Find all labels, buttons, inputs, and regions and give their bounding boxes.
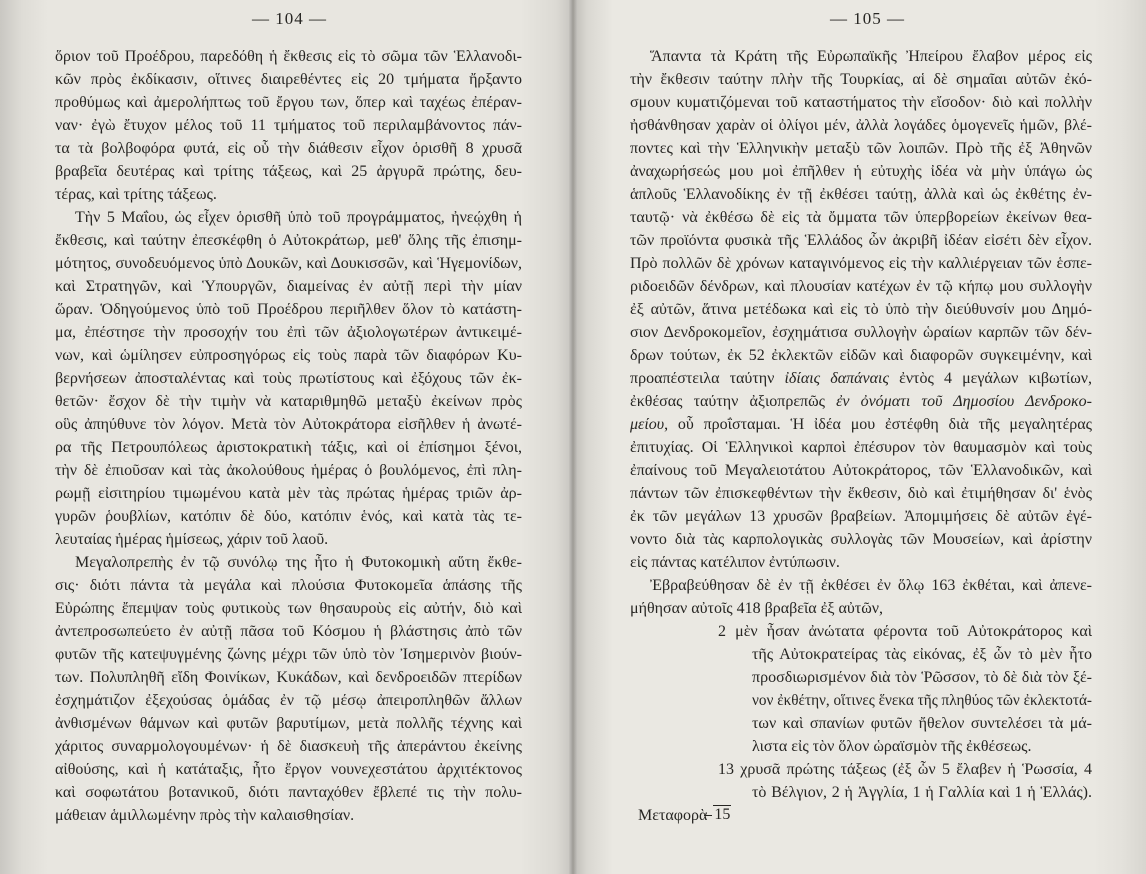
- text-line: 2 μὲν ἦσαν ἀνώτατα φέροντα τοῦ Αὐτοκράτορος καὶ: [718, 623, 1092, 640]
- text-line: ὥραν. Ὁδηγούμενος ὑπὸ τοῦ Προέδρου περιῆλθεν ὅλον τὸ κατάστη-: [55, 301, 522, 318]
- text-line: καὶ Στρατηγῶν, καὶ Ὑπουργῶν, διαμείνας ἐν αὐτῇ περὶ τὴν μίαν: [55, 278, 522, 295]
- text-line: ἐπαίνους τοῦ Μεγαλειοτάτου Αὐτοκράτορος, τῶν Ἑλλανοδικῶν, καὶ: [630, 462, 1092, 479]
- text-line: ριδοειδῶν δένδρων, καὶ πλουσίαν κατέχων ἐν τῷ κήπῳ μου συλλογὴν: [630, 278, 1092, 295]
- text-line: χάριτος συναρμολογουμένων· ἡ δὲ διασκευὴ τῆς ἀπεράντου ἐκείνης: [55, 738, 522, 755]
- text-line: προσδιωρισμένον διὰ τὸν Ῥῶσσον, τὸ δὲ διὰ τὸν ξέ-: [752, 669, 1092, 686]
- text-line: πάντων τῶν ἐπισκεφθέντων τὴν ἔκθεσιν, διὸ καὶ ἐτιμήθησαν δι' ἑνὸς: [630, 485, 1092, 502]
- text-line: [630, 390, 1092, 413]
- text-line: σιον Δενδροκομεῖον, ἐσχημάτισα συλλογὴν ὡραίων καρπῶν τῶν δέν-: [630, 324, 1092, 341]
- text-line: ἐπιτυχίας. Οἱ Ἑλληνικοὶ καρποὶ ἐπέσυρον τὸν θαυμασμὸν καὶ τοὺς: [630, 439, 1092, 456]
- text-line: ἐσχημάτιζον ἐξεχούσας ὁμάδας ἐν τῷ μέσῳ ἀπειροπληθῶν ἄλλων: [55, 692, 522, 709]
- text-line: κῶν πρὸς ἐκδίκασιν, οἵτινες διαιρεθέντες εἰς 20 τμήματα ἤρξαντο: [55, 71, 522, 88]
- carry-forward-label: Μεταφορὰ: [638, 807, 708, 824]
- text-line: Πρὸ πολλῶν δὲ χρόνων καταγινόμενος εἰς τὴν καλλιέργειαν τῶν ἑσπε-: [630, 255, 1092, 272]
- gutter-shadow: [569, 0, 577, 874]
- italic-phrase: μείου: [630, 416, 665, 433]
- right-page-text: [630, 45, 1092, 827]
- text-line: βερνήσεων ἀποσταλέντας καὶ τοὺς πρωτίστους καὶ ἐξόχους τῶν ἐκ-: [55, 370, 522, 387]
- text-line: νον ἐκθέτην, οἵτινες ἕνεκα τῆς πληθύος τῶν ἐκλεκτοτά-: [752, 692, 1092, 709]
- text-line: προθύμως καὶ ἀμερολήπτως τοῦ ἔργου των, ὅπερ καὶ ταχέως ἐπέραν-: [55, 94, 522, 111]
- text-line: τῶν προϊόντα φυσικὰ τῆς Ἑλλάδος ὧν ἀκριβῆ ἰδέαν εἰσέτι δὲν εἶχον.: [630, 232, 1092, 249]
- text-line: θετῶν· ἔσχον δὲ τὴν τιμὴν νὰ καταριθμηθῶ μεταξὺ ἐκείνων πρὸς: [55, 393, 522, 410]
- text-line: μότητος, συνοδευόμενος ὑπὸ Δουκῶν, καὶ Δουκισσῶν, καὶ Ἡγεμονίδων,: [55, 255, 522, 272]
- text-line: ἠσθάνθησαν χαρὰν οἱ ὀλίγοι μέν, ἀλλὰ λογάδες ὁμογενεῖς ἡμῶν, βλέ-: [630, 117, 1092, 134]
- text-line: ἁπλοῦς Ἑλλανοδίκης ἐν τῇ ἐκθέσει ταύτῃ, ἀλλὰ καὶ ὡς ἐκθέτης ἐν-: [630, 186, 1092, 203]
- text-line: σμουν κυματιζόμεναι τοῦ καταστήματος τὴν εἴσοδον· διὸ καὶ πολλὴν: [630, 94, 1092, 111]
- text-line: τὴν δὲ ἐπιοῦσαν καὶ τὰς ἀκολούθους ἡμέρας ὁ βουλόμενος, ἐπὶ πλη-: [55, 462, 522, 479]
- text-line: δρων τούτων, ἐκ 52 ἐκλεκτῶν εἰδῶν καὶ διαφορῶν συγκειμένην, καὶ: [630, 347, 1092, 364]
- text-segment: ἐκθέσας ταύτην ἀξιοπρεπῶς: [630, 393, 837, 410]
- text-line: ρωμῇ εἰσιτηρίου τιμωμένου κατὰ μὲν τὰς πρώτας ἡμέρας τριῶν ἀρ-: [55, 485, 522, 502]
- text-line: μήθησαν αὐτοῖς 418 βραβεῖα ἐξ αὐτῶν,: [630, 600, 883, 617]
- text-line: 13 χρυσᾶ πρώτης τάξεως (ἐξ ὧν 5 ἔλαβεν ἡ Ῥωσσία, 4: [718, 761, 1092, 778]
- text-line: τέρας, καὶ τρίτης τάξεως.: [55, 186, 217, 203]
- text-line: ἐξ αὐτῶν, ἅτινα μετέδωκα καὶ εἰς τὸ ὑπὸ τὴν διεύθυνσίν μου Δημό-: [630, 301, 1092, 318]
- text-line: λιστα εἰς τὸν ὅλον ὡραϊσμὸν τῆς ἐκθέσεως.: [752, 738, 1032, 755]
- text-line: ποντες καὶ τὴν Ἑλληνικὴν μεταξὺ τῶν λοιπῶν. Πρὸ τῆς ἐξ Ἀθηνῶν: [630, 140, 1092, 157]
- page-number: — 104 —: [252, 9, 327, 28]
- text-line: ταυτῷ· νὰ ἐκθέσω δὲ εἰς τὰ ὄμματα τῶν ὑπερβορείων ἐκείνων θεα-: [630, 209, 1092, 226]
- text-line: [630, 367, 1092, 390]
- text-line: νων, καὶ ὡμίλησεν εὐπροσηγόρως εἰς τοὺς παρὰ τῶν διαφόρων Κυ-: [55, 347, 522, 364]
- text-line: Ἅπαντα τὰ Κράτη τῆς Εὐρωπαϊκῆς Ἠπείρου ἔλαβον μέρος εἰς: [650, 48, 1092, 65]
- text-line: Τὴν 5 Μαΐου, ὡς εἶχεν ὁρισθῆ ὑπὸ τοῦ προγράμματος, ἠνεῴχθη ἡ: [75, 209, 522, 226]
- text-line: ἀνθισμένων θάμνων καὶ φυτῶν βαρυτίμων, μετὰ πολλῆς τέχνης καὶ: [55, 715, 522, 732]
- text-line: [630, 413, 1092, 436]
- text-line: τῆς Αὐτοκρατείρας τὰς εἰκόνας, ἐξ ὧν τὸ μὲν ἦτο: [752, 646, 1092, 663]
- italic-phrase: ἰδίαις δαπάναις: [784, 370, 889, 387]
- text-line: ἔκθεσις, καὶ ταύτην ἐπεσκέφθη ὁ Αὐτοκράτωρ, μεθ' ὅλης τῆς ἐπισημ-: [55, 232, 522, 249]
- text-line: ρα τῆς Πετρουπόλεως ἀριστοκρατικὴ τάξις, καὶ οἱ ἐπίσημοι ξένοι,: [55, 439, 522, 456]
- carry-forward-value: 15: [714, 806, 731, 823]
- text-line: ναν· ἐγὼ ἔτυχον μέλος τοῦ 11 τμήματος τοῦ περιλαμβάνοντος πάν-: [55, 117, 522, 134]
- text-line: τὸ Βέλγιον, 2 ἡ Ἀγγλία, 1 ἡ Γαλλία καὶ 1 ἡ Ἑλλάς).: [752, 784, 1092, 801]
- text-line: Μεγαλοπρεπὴς ἐν τῷ συνόλῳ της ἦτο ἡ Φυτοκομικὴ αὕτη ἔκθε-: [75, 554, 522, 571]
- text-line: λευταίας ἡμέρας ἡμίσεως, χάριν τοῦ λαοῦ.: [55, 531, 329, 548]
- text-line: φυτῶν τῆς κατεψυγμένης ζώνης μέχρι τῶν ὑπὸ τὸν Ἰσημερινὸν βιούν-: [55, 646, 522, 663]
- text-segment: , οὗ προΐσταμαι. Ἡ ἰδέα μου ἐστέφθη διὰ τῆς μεγαλητέρας: [664, 416, 1092, 433]
- left-page-text: [55, 45, 522, 827]
- text-line: καὶ σοφωτάτου βοτανικοῦ, διότι πανταχόθεν ἔβλεπέ τις τὴν πολυ-: [55, 784, 522, 801]
- italic-phrase: ἐν ὀνόματι τοῦ Δημοσίου Δενδροκο-: [836, 393, 1092, 410]
- text-line: Ἐβραβεύθησαν δὲ ἐν τῇ ἐκθέσει ἐν ὅλῳ 163 ἐκθέται, καὶ ἀπενε-: [650, 577, 1092, 594]
- page-number: — 105 —: [830, 9, 905, 28]
- text-line: ὅριον τοῦ Προέδρου, παρεδόθη ἡ ἔκθεσις εἰς τὸ σῶμα τῶν Ἑλλανοδι-: [55, 48, 522, 65]
- text-line: εἰς πάντας κατέλιπον ἐντύπωσιν.: [630, 554, 840, 571]
- right-page: [573, 0, 1146, 874]
- text-line: σις· διότι πάντα τὰ μεγάλα καὶ πλούσια Φυτοκομεῖα ἁπάσης τῆς: [55, 577, 522, 594]
- text-line: των καὶ σπανίων φυτῶν ἤθελον συντελέσει τὰ μά-: [752, 715, 1092, 732]
- text-segment: προαπέστειλα ταύτην: [630, 370, 785, 387]
- text-line: Εὐρώπης ἔπεμψαν τοὺς φυτικοὺς των θησαυροὺς εἰς αὐτήν, διὸ καὶ: [55, 600, 522, 617]
- text-line: αἰθούσης, καὶ ἡ κατάταξις, ἦτο ἔργον νουνεχεστάτου ἀρχιτέκτονος: [55, 761, 522, 778]
- text-line: τὴν ἔκθεσιν ταύτην πλὴν τῆς Τουρκίας, αἱ δὲ σημαῖαι αὐτῶν ἐκό-: [630, 71, 1092, 88]
- text-line: ἐκ τῶν μεγάλων 13 χρυσῶν βραβείων. Ἀπομιμήσεις δὲ αὐτῶν ἐγέ-: [630, 508, 1092, 525]
- text-line: βραβεῖα δευτέρας καὶ τρίτης τάξεως, καὶ 25 ἀργυρᾶ πρώτης, δευ-: [55, 163, 522, 180]
- text-line: μα, ἐπέστησε τὴν προσοχήν του ἐπὶ τῶν ἀξιολογωτέρων ἀντικειμέ-: [55, 324, 522, 341]
- text-line: μάθειαν ἁμιλλωμένην πρὸς τὴν καλαισθησίαν.: [55, 807, 355, 824]
- text-segment: ἐντὸς 4 μεγάλων κιβωτίων,: [888, 370, 1092, 387]
- text-line: ἀναχωρήσεώς μου μοὶ ἐπῆλθεν ἡ εὐτυχὴς ἰδέα νὰ μὴν ὑπάγω ὡς: [630, 163, 1092, 180]
- carry-forward-line: [638, 804, 1092, 827]
- text-line: οὓς ἀπηύθυνε τὸν λόγον. Μετὰ τὸν Αὐτοκράτορα εἰσῆλθεν ἡ ἀνωτέ-: [55, 416, 522, 433]
- text-line: γυρῶν ῥουβλίων, κατόπιν δὲ δύο, κατόπιν ἑνός, καὶ κατὰ τὰς τε-: [55, 508, 522, 525]
- text-line: τα τὰ βολβοφόρα φυτά, εἰς οὗ τὴν διάθεσιν εἶχον ὁρισθῆ 8 χρυσᾶ: [55, 140, 522, 157]
- text-line: ἀντεπροσωπεύετο ἐν αὐτῇ πᾶσα τοῦ Κόσμου ἡ βλάστησις ἀπὸ τῶν: [55, 623, 522, 640]
- text-line: νοντο διὰ τὰς καρπολογικὰς συλλογὰς τῶν Μουσείων, καὶ ἀρίστην: [630, 531, 1092, 548]
- text-line: των. Πολυπληθῆ εἴδη Φοινίκων, Κυκάδων, καὶ δενδροειδῶν πτερίδων: [55, 669, 522, 686]
